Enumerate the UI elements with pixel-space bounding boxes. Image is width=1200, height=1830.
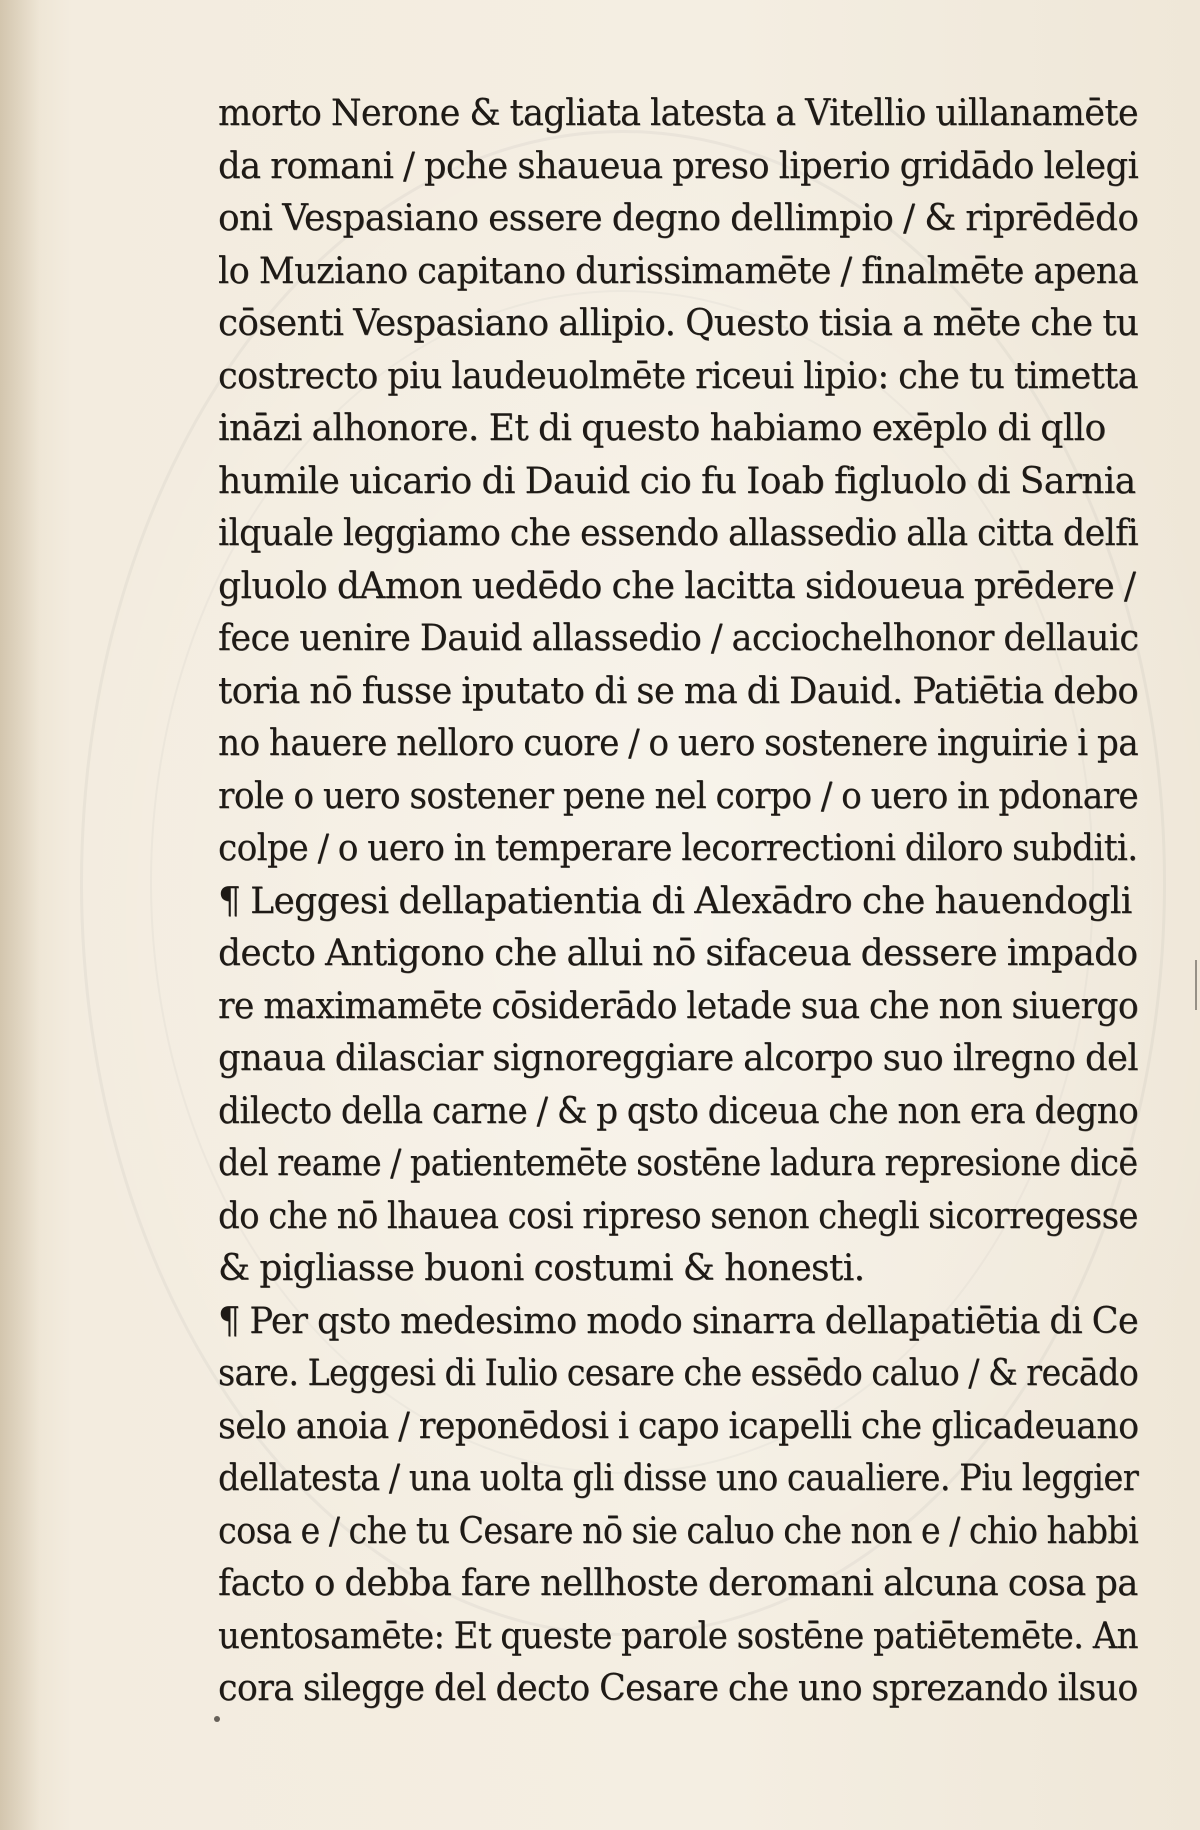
text-line: da romani / pche shaueua preso liperio gridādo lelegi xyxy=(218,145,1139,187)
text-line: lo Muziano capitano durissimamēte / finalmēte apena xyxy=(218,250,1139,292)
text-line: dilecto della carne / & p qsto diceua che non era degno xyxy=(218,1090,1139,1132)
text-line: re maximamēte cōsiderādo letade sua che non siuergo xyxy=(218,985,1139,1027)
text-line: humile uicario di Dauid cio fu Ioab figluolo di Sarnia xyxy=(218,460,1136,502)
text-line: do che nō lhauea cosi ripreso senon chegli sicorregesse xyxy=(218,1195,1138,1237)
text-line: cōsenti Vespasiano allipio. Questo tisia a mēte che tu xyxy=(218,303,1139,344)
text-line: uentosamēte: Et queste parole sostēne patiētemēte. An xyxy=(218,1615,1138,1657)
gutter-shadow xyxy=(0,0,40,1830)
text-line: oni Vespasiano essere degno dellimpio / & riprēdēdo xyxy=(218,198,1139,239)
text-line: cora silegge del decto Cesare che uno sprezando ilsuo xyxy=(218,1668,1138,1709)
text-line: selo anoia / reponēdosi i capo icapelli che glicadeuano xyxy=(218,1405,1139,1447)
text-line: toria nō fusse iputato di se ma di Dauid. Patiētia debo xyxy=(218,670,1139,712)
text-block xyxy=(218,88,1138,1716)
text-line: ināzi alhonore. Et di questo habiamo exēplo di qllo xyxy=(218,408,1106,449)
text-line: & pigliasse buoni costumi & honesti. xyxy=(218,1248,865,1289)
text-line: morto Nerone & tagliata latesta a Vitellio uillanamēte xyxy=(218,93,1139,134)
text-line: gnaua dilasciar signoreggiare alcorpo suo ilregno del xyxy=(218,1038,1138,1079)
text-line: facto o debba fare nellhoste deromani alcuna cosa pa xyxy=(218,1563,1138,1604)
text-line-paragraph-start: ¶ Leggesi dellapatientia di Alexādro che hauendogli xyxy=(218,880,1132,922)
text-line-paragraph-start: ¶ Per qsto medesimo modo sinarra dellapatiētia di Ce xyxy=(218,1300,1139,1342)
text-line: fece uenire Dauid allassedio / acciochelhonor dellauic xyxy=(218,618,1139,659)
text-line: colpe / o uero in temperare lecorrectioni diloro subditi. xyxy=(218,828,1138,869)
text-line: gluolo dAmon uedēdo che lacitta sidoueua prēdere / xyxy=(218,565,1136,607)
text-line: ilquale leggiamo che essendo allassedio alla citta delfi xyxy=(218,513,1139,554)
text-line: costrecto piu laudeuolmēte riceui lipio: che tu timetta xyxy=(218,355,1138,397)
text-line: del reame / patientemēte sostēne ladura represione dicē xyxy=(218,1143,1138,1184)
page-edge-mark xyxy=(1195,960,1197,1010)
text-line: decto Antigono che allui nō sifaceua dessere impado xyxy=(218,933,1138,974)
text-line: dellatesta / una uolta gli disse uno caualiere. Piu leggier xyxy=(218,1458,1139,1499)
printer-signature-mark xyxy=(214,1716,220,1722)
text-line: no hauere nelloro cuore / o uero sostenere inguirie i pa xyxy=(218,723,1139,764)
text-line: cosa e / che tu Cesare nō sie caluo che non e / chio habbi xyxy=(218,1510,1139,1552)
text-line: sare. Leggesi di Iulio cesare che essēdo caluo / & recādo xyxy=(218,1353,1139,1394)
text-line: role o uero sostener pene nel corpo / o uero in pdonare xyxy=(218,775,1139,817)
